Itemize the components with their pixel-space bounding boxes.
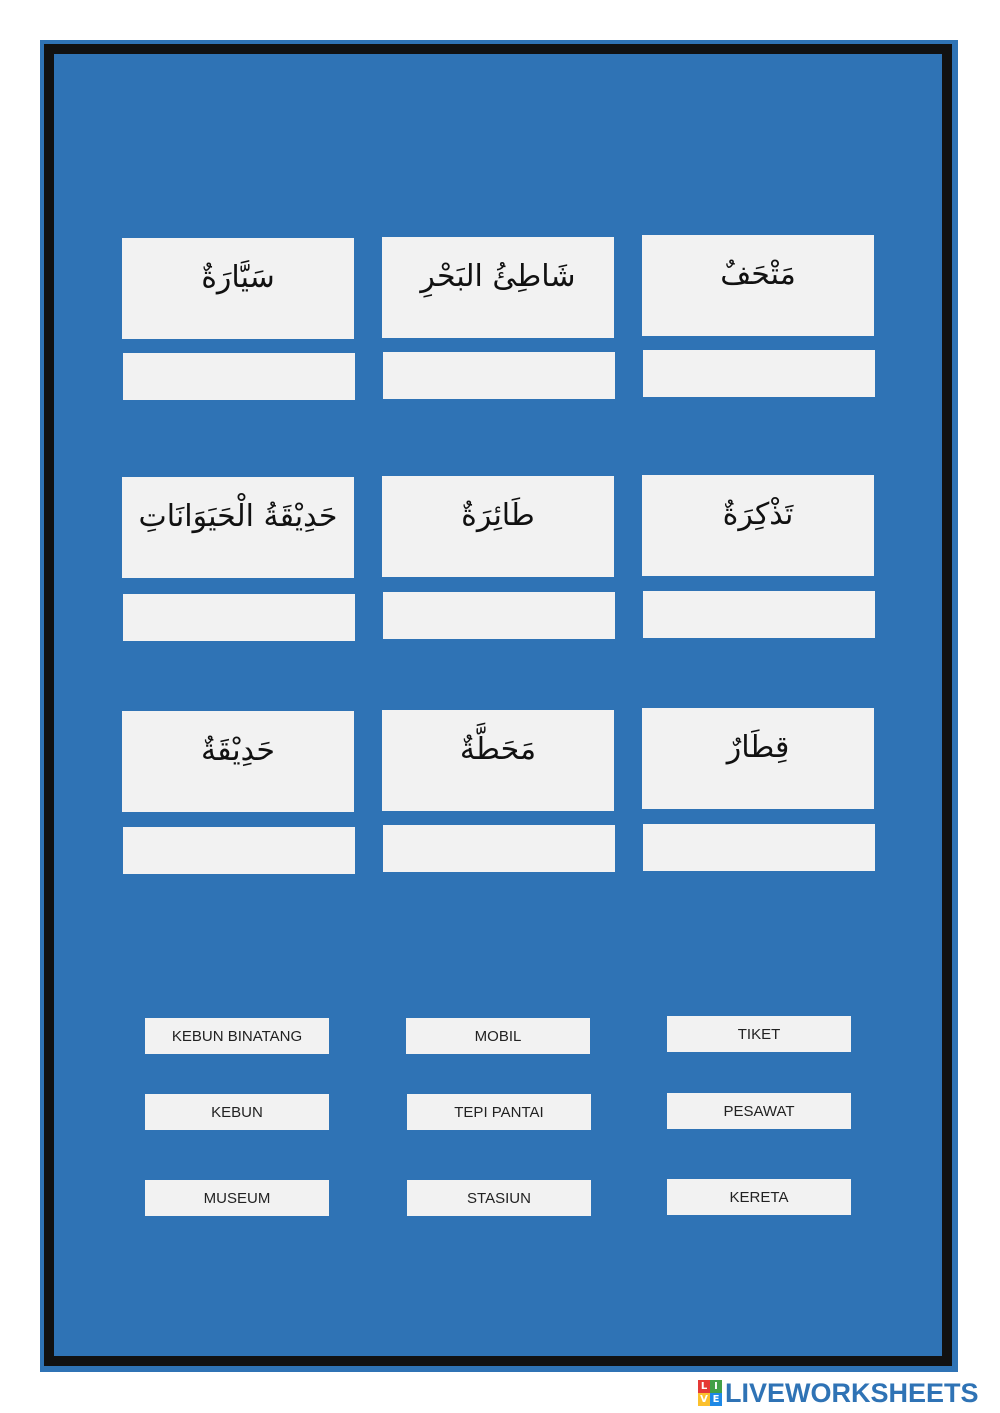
arabic-word: مَحَطَّةٌ [459, 732, 537, 767]
choice-mobil[interactable]: MOBIL [406, 1018, 590, 1054]
answer-drop-box-9[interactable] [643, 824, 875, 871]
answer-drop-box-3[interactable] [643, 350, 875, 397]
choice-pesawat[interactable]: PESAWAT [667, 1093, 851, 1129]
liveworksheets-logo-icon [698, 1380, 722, 1406]
word-card-8 [382, 710, 614, 811]
choice-museum[interactable]: MUSEUM [145, 1180, 329, 1216]
arabic-word: قِطَارٌ [726, 730, 790, 765]
arabic-word: حَدِيْقَةٌ [201, 733, 275, 768]
word-card-3 [642, 235, 874, 336]
choice-kebun-binatang[interactable]: KEBUN BINATANG [145, 1018, 329, 1054]
choice-tiket[interactable]: TIKET [667, 1016, 851, 1052]
answer-drop-box-8[interactable] [383, 825, 615, 872]
logo-letter-l: L [698, 1380, 710, 1393]
logo-letter-i: I [710, 1380, 722, 1393]
word-card-5 [382, 476, 614, 577]
arabic-word: مَتْحَفٌ [720, 257, 796, 292]
arabic-word: سَيَّارَةٌ [201, 260, 275, 295]
word-card-2 [382, 237, 614, 338]
choice-kereta[interactable]: KERETA [667, 1179, 851, 1215]
word-card-9 [642, 708, 874, 809]
answer-drop-box-4[interactable] [123, 594, 355, 641]
answer-drop-box-7[interactable] [123, 827, 355, 874]
word-card-7 [122, 711, 354, 812]
word-card-1 [122, 238, 354, 339]
liveworksheets-logo[interactable] [698, 1377, 979, 1409]
choice-stasiun[interactable]: STASIUN [407, 1180, 591, 1216]
arabic-word: تَذْكِرَةٌ [722, 497, 794, 532]
answer-drop-box-2[interactable] [383, 352, 615, 399]
arabic-word: شَاطِئُ البَحْرِ [420, 259, 576, 294]
answer-drop-box-6[interactable] [643, 591, 875, 638]
logo-text: LIVEWORKSHEETS [725, 1377, 979, 1408]
arabic-word: طَائِرَةٌ [461, 498, 535, 533]
logo-letter-v: V [698, 1393, 710, 1406]
answer-drop-box-5[interactable] [383, 592, 615, 639]
answer-drop-box-1[interactable] [123, 353, 355, 400]
arabic-word: حَدِيْقَةُ الْحَيَوَانَاتِ [138, 499, 338, 534]
word-card-4 [122, 477, 354, 578]
word-card-6 [642, 475, 874, 576]
choice-kebun[interactable]: KEBUN [145, 1094, 329, 1130]
choice-tepi-pantai[interactable]: TEPI PANTAI [407, 1094, 591, 1130]
logo-letter-e: E [710, 1393, 722, 1406]
